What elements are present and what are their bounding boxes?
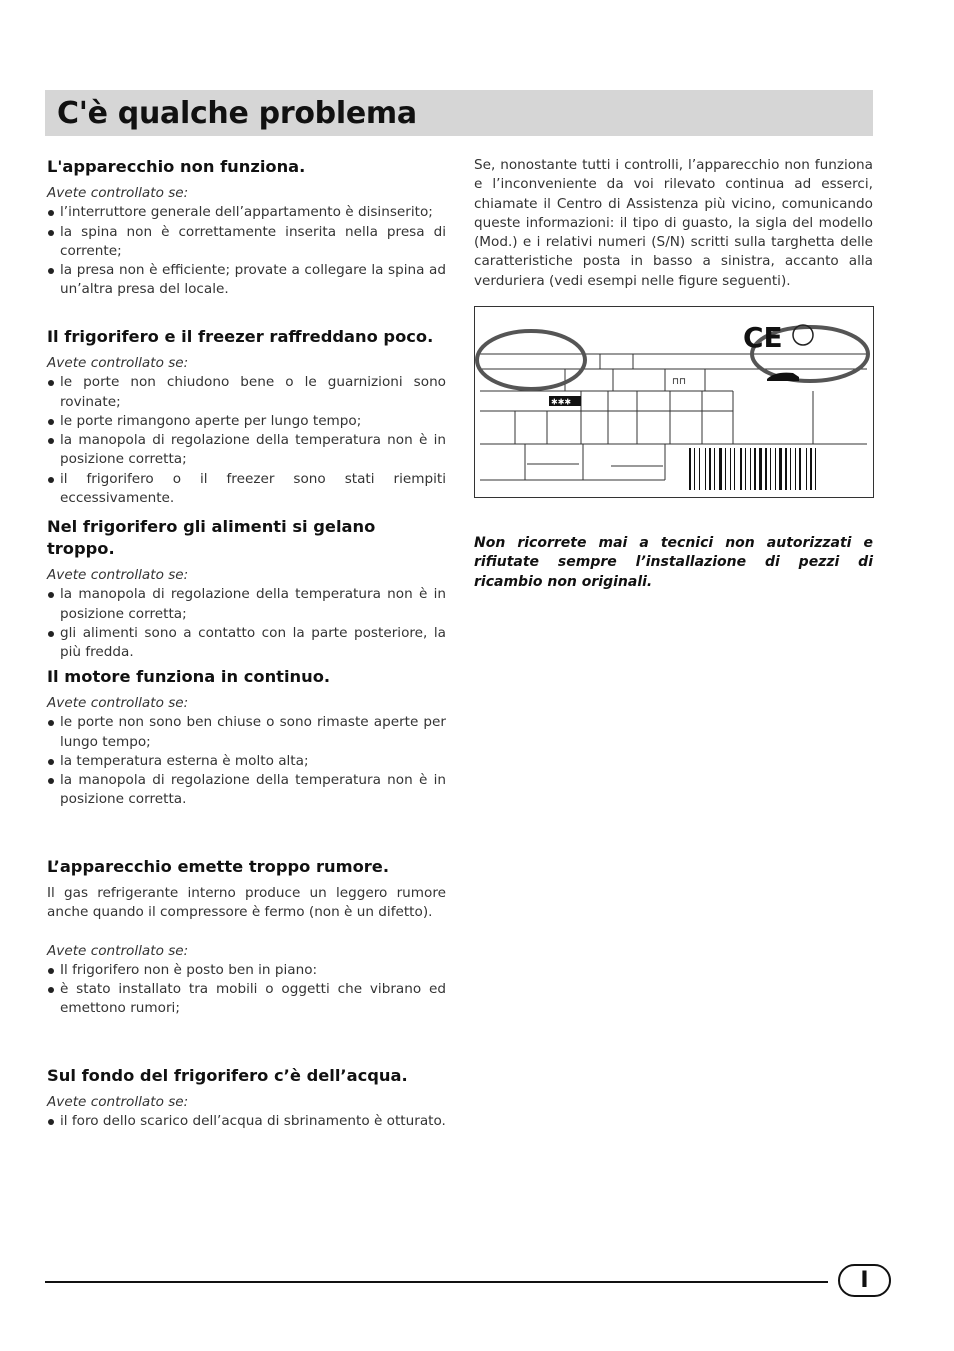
list-item: le porte rimangono aperte per lungo tempo; [47, 412, 446, 431]
check-label: Avete controllato se: [47, 1094, 189, 1110]
section-water-bottom [47, 1065, 446, 1132]
section-heading: Nel frigorifero gli alimenti si gelano troppo. [47, 517, 376, 558]
check-label: Avete controllato se: [47, 355, 189, 371]
check-label: Avete controllato se: [47, 567, 189, 583]
rating-plate-drawing [475, 307, 873, 497]
section-noise [47, 856, 446, 1019]
barcode [689, 448, 816, 490]
warning-note: Non ricorrete mai a tecnici non autorizzati e rifiutate sempre l’installazione di pezzi di ricambio non originali. [474, 535, 873, 590]
assistance-column [474, 156, 873, 590]
section-cooling-weak [47, 326, 446, 508]
list-item: il foro dello scarico dell’acqua di sbrinamento è otturato. [47, 1112, 446, 1131]
page-title-bar [45, 90, 873, 136]
check-label: Avete controllato se: [47, 185, 189, 201]
section-heading: L’apparecchio emette troppo rumore. [47, 857, 390, 876]
check-label: Avete controllato se: [47, 942, 189, 959]
list-item: la manopola di regolazione della temperatura non è in posizione corretta; [47, 431, 446, 470]
section-heading: L'apparecchio non funziona. [47, 157, 306, 176]
section-heading: Il frigorifero e il freezer raffreddano poco. [47, 327, 434, 346]
list-item: la manopola di regolazione della temperatura non è in posizione corretta. [47, 771, 446, 810]
defrost-icon: ⊓⊓ [672, 377, 687, 387]
list-item: il frigorifero o il freezer sono stati riempiti eccessivamente. [47, 470, 446, 509]
list-item: la temperatura esterna è molto alta; [47, 752, 446, 771]
page-title: C'è qualche problema [57, 95, 417, 131]
rating-plate-illustration [474, 306, 874, 498]
list-item: le porte non chiudono bene o le guarnizioni sono rovinate; [47, 373, 446, 412]
list-item: l’interruttore generale dell’appartamento è disinserito; [47, 203, 446, 222]
list-item: Il frigorifero non è posto ben in piano: [47, 961, 446, 980]
list-item: la presa non è efficiente; provate a collegare la spina ad un’altra presa del locale. [47, 261, 446, 300]
list-item: la manopola di regolazione della temperatura non è in posizione corretta; [47, 585, 446, 624]
list-item: è stato installato tra mobili o oggetti che vibrano ed emettono rumori; [47, 980, 446, 1019]
section-heading: Il motore funziona in continuo. [47, 667, 331, 686]
svg-text:✱✱✱: ✱✱✱ [551, 397, 572, 407]
page-language-badge: I [838, 1264, 891, 1297]
assistance-intro: Se, nonostante tutti i controlli, l’apparecchio non funziona e l’inconveniente da voi rilevato continua ad esserci, chiamate il Centro di Assistenza più vicino, comunicando queste informazioni: il tipo di guasto, la sigla del modello (Mod.) e i relativi numeri (S/N) scritti sulla targhetta delle caratteristiche posta in basso a sinistra, accanto alla verduriera (vedi esempi nelle figure seguenti). [474, 157, 873, 289]
list-item: gli alimenti sono a contatto con la parte posteriore, la più fredda. [47, 624, 446, 663]
ce-mark: CE [743, 321, 783, 354]
check-label: Avete controllato se: [47, 695, 189, 711]
section-not-working [47, 156, 446, 300]
list-item: la spina non è correttamente inserita nella presa di corrente; [47, 223, 446, 262]
section-motor-continuous [47, 666, 446, 810]
footer-rule [45, 1281, 828, 1283]
section-paragraph: Il gas refrigerante interno produce un leggero rumore anche quando il compressore è fermo (non è un difetto). [47, 885, 446, 921]
section-heading: Sul fondo del frigorifero c’è dell’acqua. [47, 1066, 408, 1085]
section-food-freezing [47, 516, 446, 662]
list-item: le porte non sono ben chiuse o sono rimaste aperte per lungo tempo; [47, 713, 446, 752]
